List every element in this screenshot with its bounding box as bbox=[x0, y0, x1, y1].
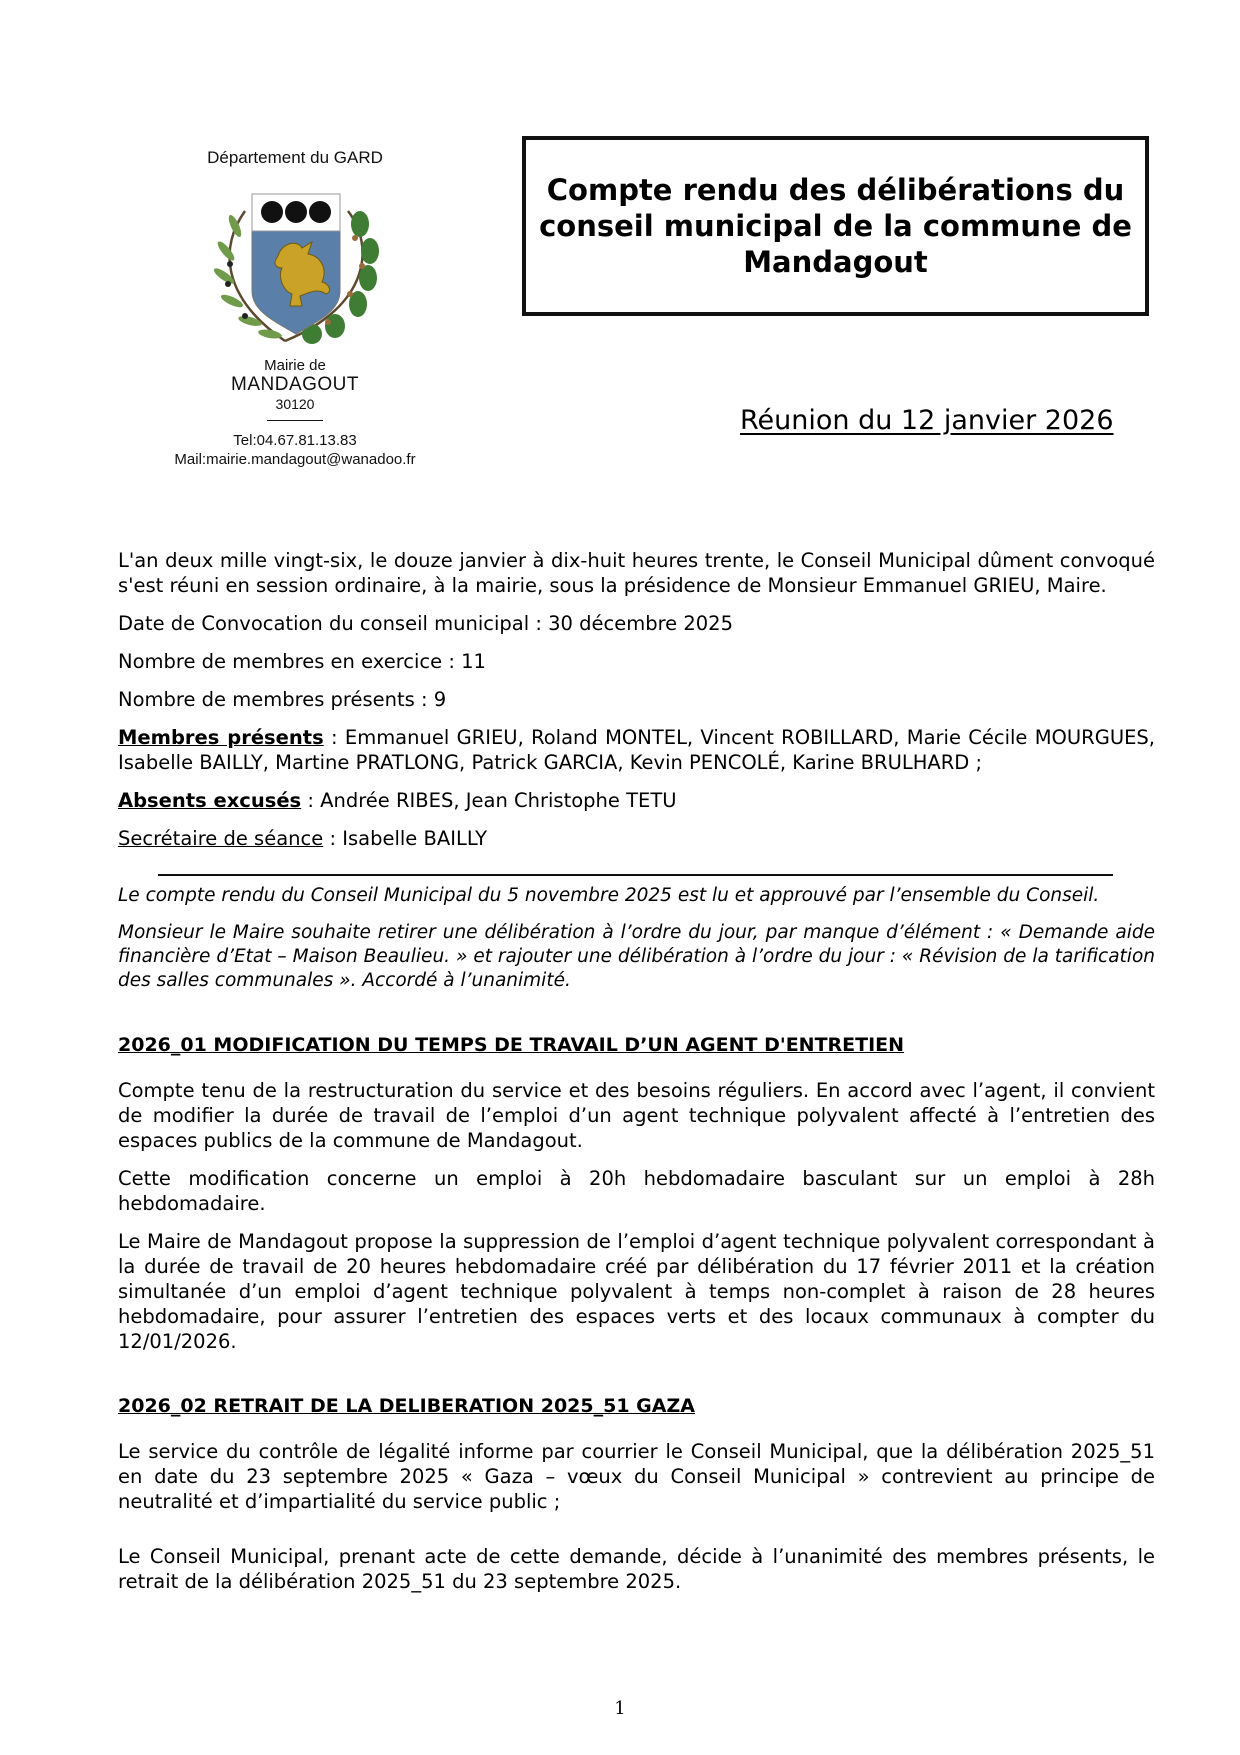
page-number: 1 bbox=[614, 1698, 626, 1719]
session-secretary bbox=[118, 826, 1155, 851]
session-secretary-label: Secrétaire de séance bbox=[118, 827, 324, 850]
section-paragraph: Cette modification concerne un emploi à 20h hebdomadaire basculant sur un emploi à 28h hebdomadaire. bbox=[118, 1167, 1155, 1215]
members-present-list: : Emmanuel GRIEU, Roland MONTEL, Vincent ROBILLARD, Marie Cécile MOURGUES, Isabelle BAILLY, Martine PRATLONG, Patrick GARCIA, Kevin PENCOLÉ, Karine BRULHARD ; bbox=[118, 726, 1156, 774]
email-address: Mail:mairie.mandagout@wanadoo.fr bbox=[174, 451, 416, 468]
agenda-note: Monsieur le Maire souhaite retirer une délibération à l’ordre du jour, par manque d’élément : « Demande aide financière d’Etat – Maison Beaulieu. » et rajouter une délibération à l’ordre du jour : « Révision de la tarification des salles communales ». Accordé à l’unanimité. bbox=[118, 922, 1155, 991]
convocation-date: Date de Convocation du conseil municipal : 30 décembre 2025 bbox=[118, 612, 733, 635]
title-box bbox=[522, 136, 1149, 316]
approval-note: Le compte rendu du Conseil Municipal du 5 novembre 2025 est lu et approuvé par l’ensemble du Conseil. bbox=[118, 885, 1100, 906]
session-secretary-name: : Isabelle BAILLY bbox=[323, 827, 488, 850]
document-body bbox=[118, 548, 1155, 1607]
section-paragraph: Compte tenu de la restructuration du service et des besoins réguliers. En accord avec l’agent, il convient de modifier la durée de travail de l’emploi d’un agent technique polyvalent affecté à l’entretien des espaces publics de la commune de Mandagout. bbox=[118, 1079, 1155, 1152]
meeting-date: Réunion du 12 janvier 2026 bbox=[740, 405, 1114, 436]
absent-excused-label: Absents excusés bbox=[118, 789, 302, 812]
absent-excused bbox=[118, 788, 1155, 813]
section-title-2026-01: 2026_01 MODIFICATION DU TEMPS DE TRAVAIL D’UN AGENT D'ENTRETIEN bbox=[118, 1034, 905, 1056]
postal-code: 30120 bbox=[275, 396, 315, 412]
letterhead bbox=[150, 148, 440, 469]
absent-excused-list: : Andrée RIBES, Jean Christophe TETU bbox=[301, 789, 677, 812]
coat-of-arms-icon bbox=[190, 176, 400, 351]
section-paragraph: Le service du contrôle de légalité informe par courrier le Conseil Municipal, que la délibération 2025_51 en date du 23 septembre 2025 « Gaza – vœux du Conseil Municipal » contrevient au principe de neutralité et d’impartialité du service public ; bbox=[118, 1440, 1155, 1513]
letterhead-divider bbox=[267, 420, 323, 421]
document-title: Compte rendu des délibérations du conseil municipal de la commune de Mandagout bbox=[539, 173, 1132, 279]
section-paragraph: Le Maire de Mandagout propose la suppression de l’emploi d’agent technique polyvalent correspondant à la durée de travail de 20 heures hebdomadaire créé par délibération du 17 février 2011 et la création simultanée d’un emploi d’agent technique polyvalent à temps non-complet à raison de 28 heures hebdomadaire, pour assurer l’entretien des espaces verts et des locaux communaux à compter du 12/01/2026. bbox=[118, 1230, 1155, 1353]
members-present bbox=[118, 725, 1155, 775]
section-title-2026-02: 2026_02 RETRAIT DE LA DELIBERATION 2025_51 GAZA bbox=[118, 1395, 695, 1417]
members-in-office: Nombre de membres en exercice : 11 bbox=[118, 650, 486, 673]
section-paragraph: Le Conseil Municipal, prenant acte de cette demande, décide à l’unanimité des membres présents, le retrait de la délibération 2025_51 du 23 septembre 2025. bbox=[118, 1545, 1155, 1593]
intro-paragraph: L'an deux mille vingt-six, le douze janvier à dix-huit heures trente, le Conseil Municipal dûment convoqué s'est réuni en session ordinaire, à la mairie, sous la présidence de Monsieur Emmanuel GRIEU, Maire. bbox=[118, 549, 1155, 597]
department-label: Département du GARD bbox=[207, 148, 383, 167]
members-present-label: Membres présents bbox=[118, 726, 324, 749]
section-divider bbox=[158, 864, 1113, 876]
mairie-label: Mairie de bbox=[264, 357, 326, 374]
phone-number: Tel:04.67.81.13.83 bbox=[233, 432, 357, 449]
members-present-count: Nombre de membres présents : 9 bbox=[118, 688, 447, 711]
town-name: MANDAGOUT bbox=[231, 374, 359, 395]
